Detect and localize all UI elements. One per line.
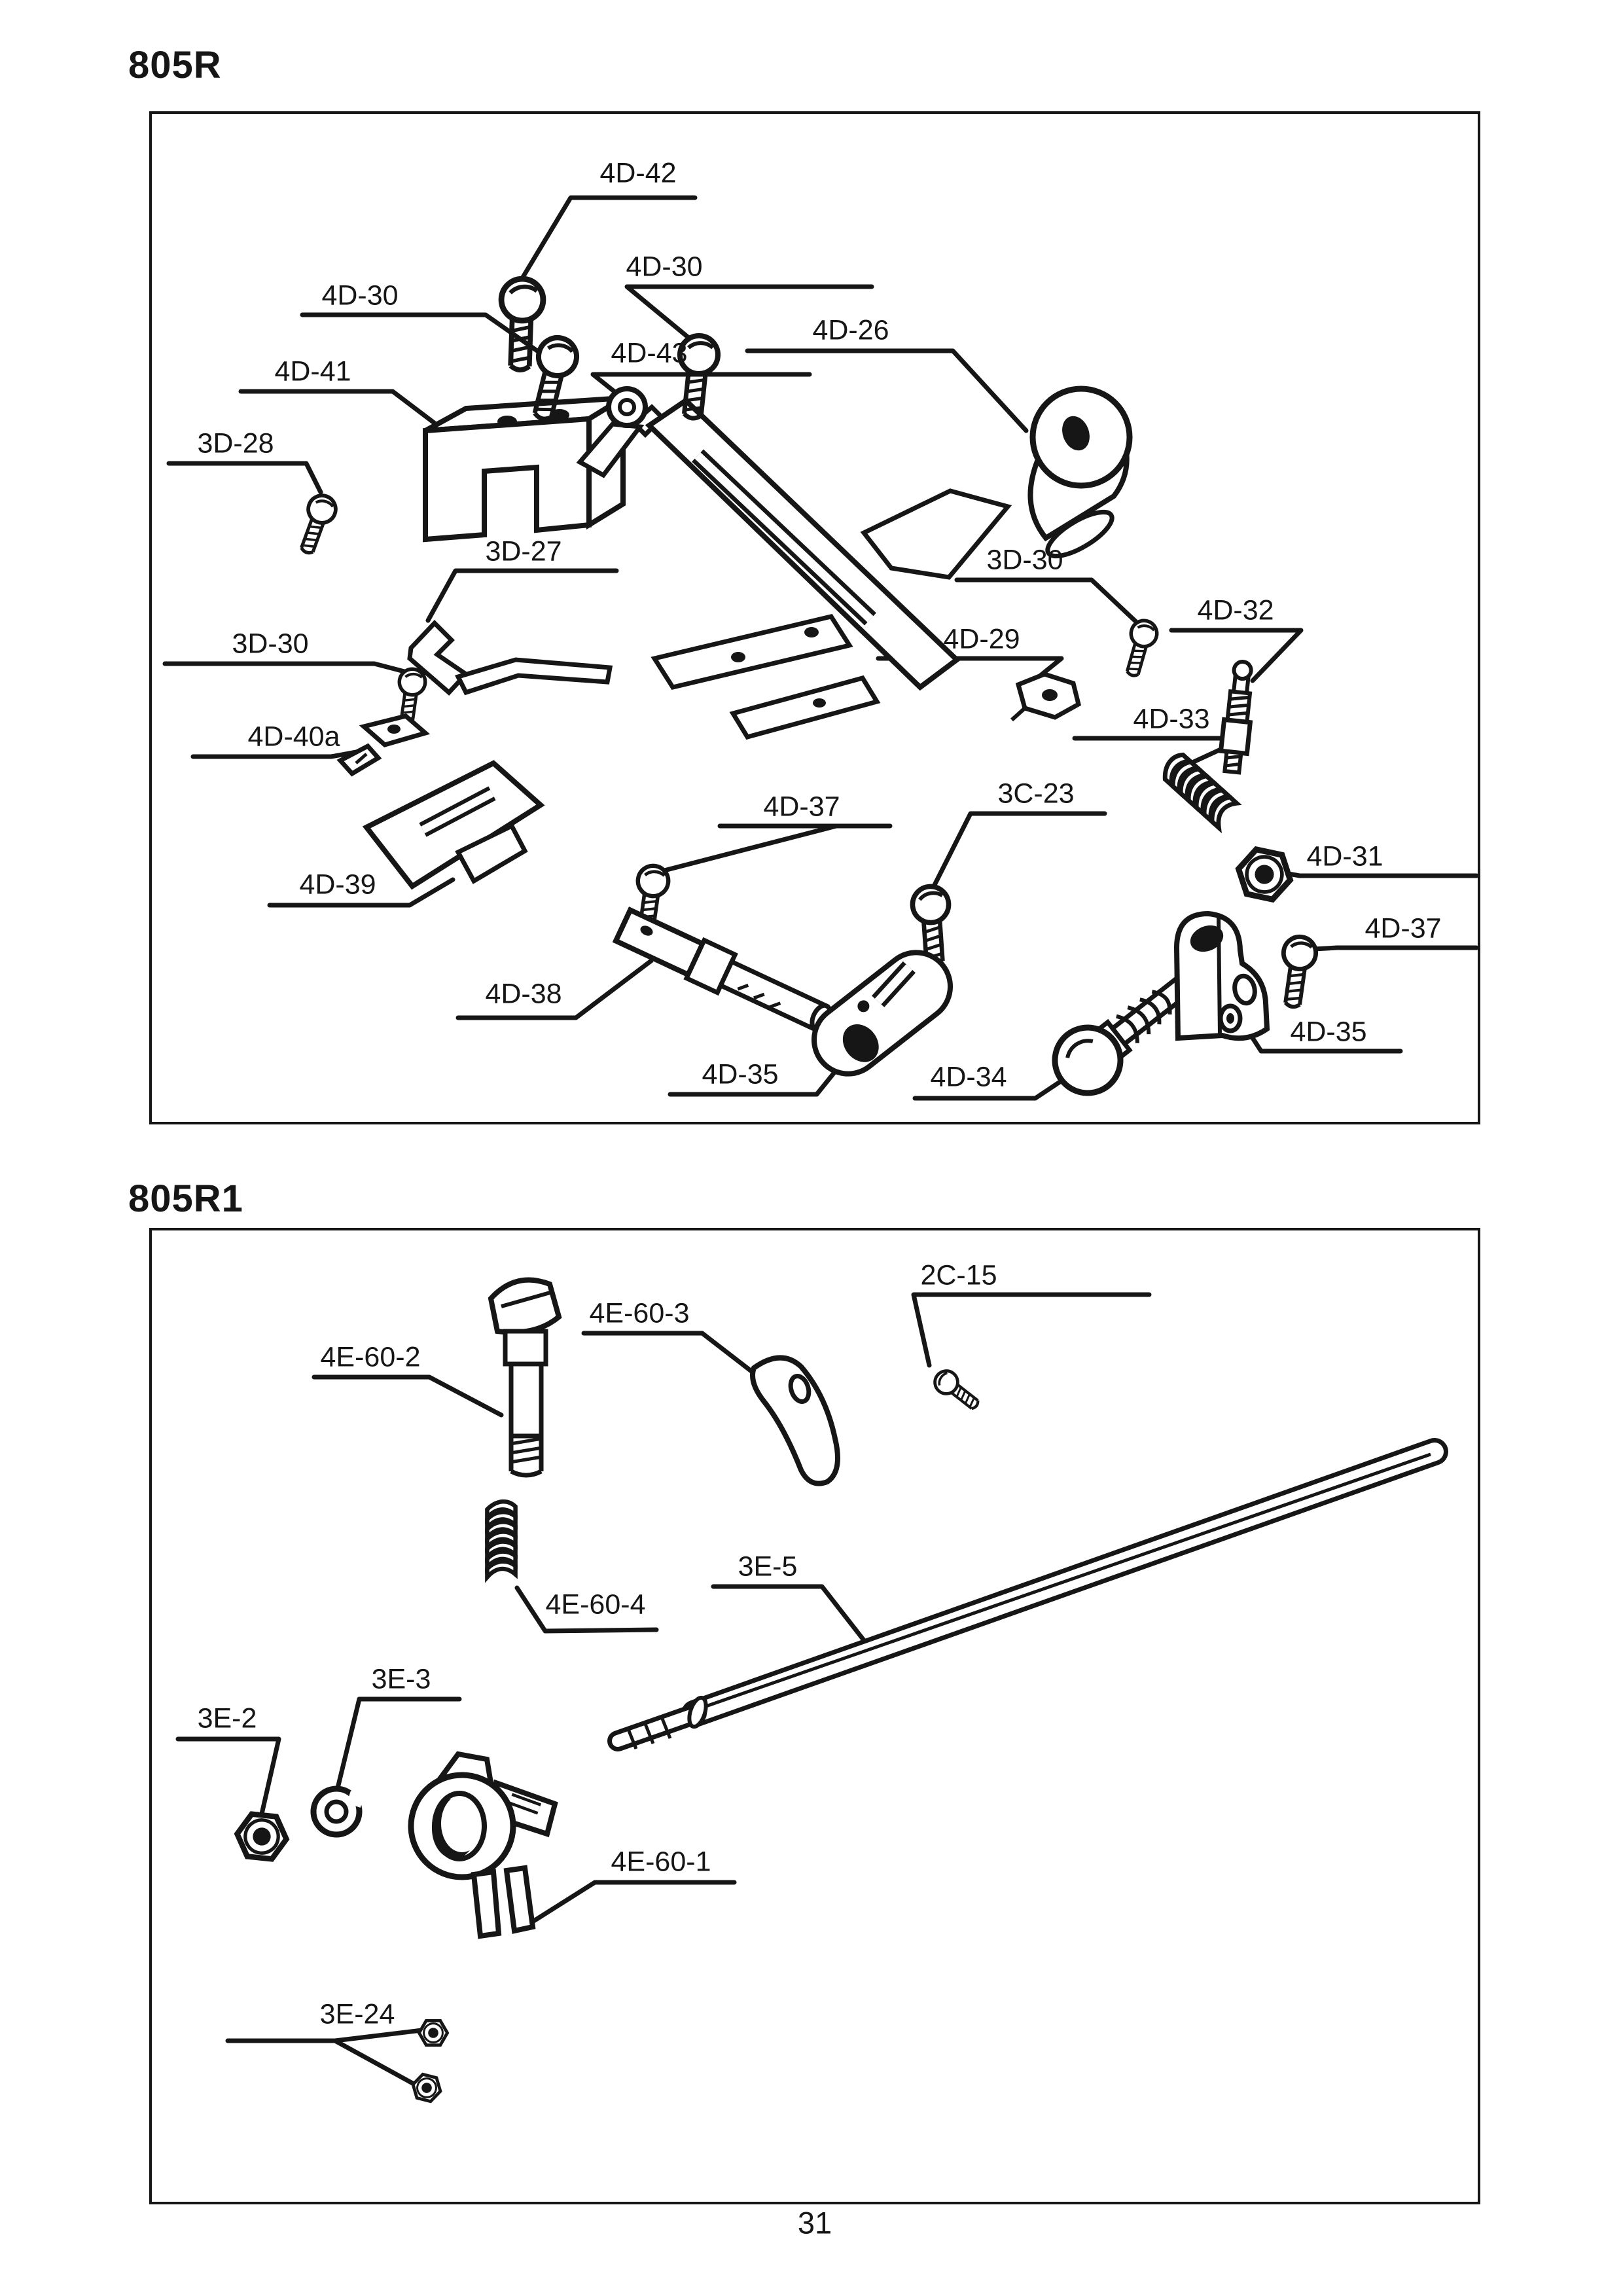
part-drawing-3e-2-nut (235, 1813, 289, 1861)
part-drawing-4d-40a-pieces (340, 716, 425, 774)
part-drawing-3e-5-rod (618, 1452, 1435, 1749)
part-label: 2C-15 (920, 1259, 997, 1291)
part-label: 4E-60-2 (320, 1341, 421, 1373)
part-drawing-4d-39-slide (366, 763, 541, 886)
part-label: 4D-31 (1306, 840, 1383, 872)
part-drawing-4d-31-nut (1234, 847, 1294, 903)
part-label: 4D-37 (763, 791, 840, 823)
part-label: 3D-28 (197, 427, 274, 459)
part-label: 4D-42 (599, 157, 677, 189)
part-label: 4D-30 (626, 251, 703, 283)
part-label: 4D-38 (485, 978, 562, 1010)
part-drawing-2c-15-screw (931, 1367, 984, 1415)
part-drawing-3e-3-ring (313, 1789, 365, 1835)
part-label: 4D-34 (930, 1061, 1007, 1093)
part-label: 4E-60-3 (589, 1297, 690, 1329)
part-label: 4D-41 (274, 355, 351, 387)
part-drawing-3d-28-screw (293, 492, 339, 557)
part-label: 4D-33 (1133, 703, 1210, 735)
part-label: 4D-40a (247, 721, 340, 753)
part-drawing-4e-60-2-pin (491, 1280, 559, 1475)
page-number: 31 (797, 2205, 832, 2240)
part-label: 3E-2 (197, 1702, 257, 1734)
part-label: 3C-23 (997, 778, 1075, 810)
part-drawing-4e-60-4-spring (487, 1501, 515, 1577)
part-drawing-4e-60-1-block (411, 1754, 555, 1936)
part-label: 3D-30 (986, 544, 1063, 576)
part-drawing-3d-27-fork (410, 623, 610, 692)
part-label: 4D-29 (943, 623, 1020, 655)
part-label: 4D-26 (812, 314, 889, 346)
part-label: 4D-35 (1290, 1016, 1367, 1048)
part-drawing-4d-38-pin (614, 906, 837, 1040)
section-title-805r: 805R (128, 44, 222, 86)
part-label: 4D-39 (299, 869, 376, 901)
part-label: 4D-32 (1197, 594, 1274, 626)
part-drawing-4d-32-stud (1219, 660, 1256, 773)
part-label: 4E-60-4 (545, 1588, 646, 1621)
part-label: 4D-43 (611, 337, 688, 369)
part-label: 3D-27 (485, 535, 562, 567)
part-drawing-4d-37-screw-right (1276, 935, 1318, 1009)
part-label: 3D-30 (232, 628, 309, 660)
part-drawing-4d-29-clamp (1012, 674, 1079, 720)
part-drawing-3e-24-nut-upper (419, 2020, 447, 2045)
part-label: 4E-60-1 (611, 1846, 711, 1878)
part-drawing-3d-30-screw-right (1120, 618, 1160, 679)
part-drawing-3e-24-nut-lower (410, 2073, 444, 2104)
section-title-805r1: 805R1 (128, 1177, 243, 1220)
part-label: 3E-5 (738, 1551, 798, 1583)
part-label: 3E-24 (319, 1998, 395, 2030)
part-drawing-4d-35-clamp (1177, 914, 1267, 1038)
part-drawing-4e-60-3-plate (753, 1357, 838, 1483)
part-label: 3E-3 (371, 1663, 431, 1695)
part-label: 4D-35 (702, 1058, 779, 1090)
part-label: 4D-30 (321, 279, 399, 312)
parts-805r (293, 278, 1317, 1106)
part-label: 4D-37 (1364, 912, 1442, 944)
